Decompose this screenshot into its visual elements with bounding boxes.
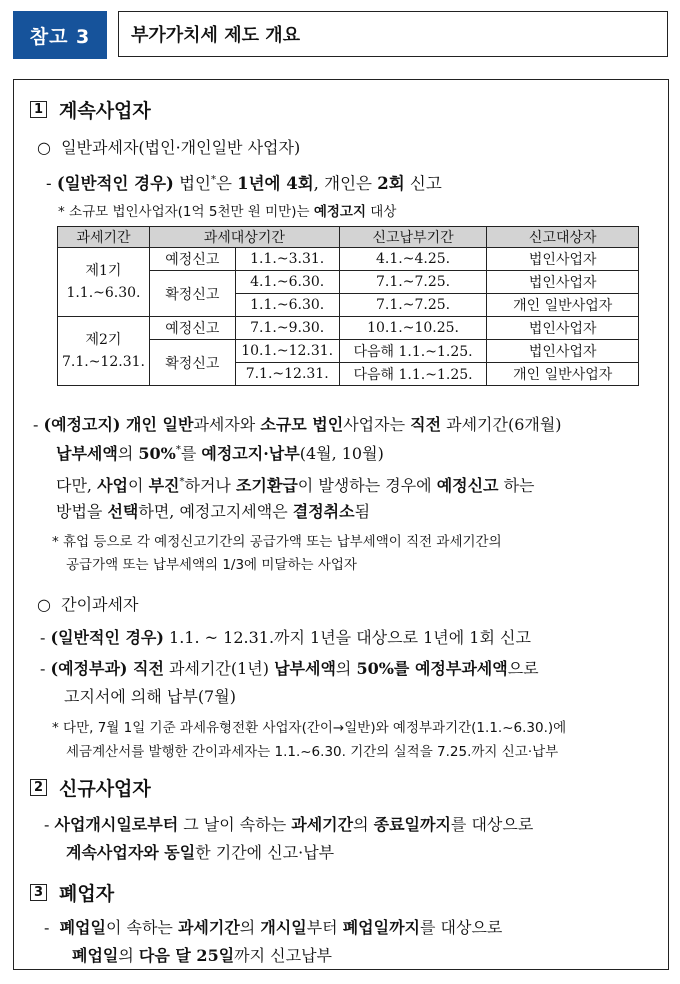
table-header: 과세기간: [58, 227, 150, 248]
text: 를 대상으로: [450, 815, 534, 834]
suspension-note-line2: [66, 553, 357, 573]
emph: 종료일까지: [373, 815, 451, 834]
emph: 사업: [97, 476, 129, 495]
emph: 개시일: [260, 918, 307, 937]
table-header: 신고납부기간: [339, 227, 487, 248]
text: 사업자는: [343, 415, 411, 434]
text: (4월, 10월): [299, 444, 384, 463]
text: 다만,: [56, 476, 98, 495]
table-cell: 법인사업자: [487, 317, 639, 340]
type-cell: 예정신고: [149, 248, 235, 271]
page-title-text: 부가가치세 제도 개요: [131, 25, 301, 46]
text: 까지 신고납부: [234, 946, 332, 965]
text: 한 기간에 신고·납부: [195, 843, 335, 862]
transition-note-line2: [66, 740, 558, 760]
text: 소규모 법인사업자(1억 5천만 원 미만)는: [64, 204, 314, 220]
table-cell: 법인사업자: [487, 340, 639, 363]
section-heading-new: [30, 774, 151, 801]
table-cell: 10.1.~10.25.: [339, 317, 487, 340]
text: 그 날이 속하는: [178, 815, 292, 834]
section-number: 3: [30, 884, 47, 901]
period-range: 1.1.~6.30.: [66, 285, 141, 301]
table-row: [58, 317, 639, 340]
text: 하거나: [184, 476, 236, 495]
emph: 개인 일반: [120, 415, 194, 434]
section-number: 1: [30, 101, 47, 118]
period-name: 제1기: [85, 263, 122, 279]
text: 1.1. ~ 12.31.까지 1년을 대상으로 1년에 1회 신고: [163, 628, 531, 647]
text: 세금계산서를 발행한 간이과세자는 1.1.~6.30. 기간의 실적을 7.25.까지 신고·납부: [66, 744, 559, 760]
closed-business-line1: [44, 915, 502, 938]
dash: -: [40, 628, 46, 647]
section-title: 계속사업자: [59, 100, 151, 122]
text: 다만, 7월 1일 기준 과세유형전환 사업자(간이→일반)와 예정부과기간(1.1.~6.30.)에: [58, 720, 567, 736]
text: 를: [180, 444, 202, 463]
emph: 폐업일: [59, 918, 106, 937]
star: *: [52, 720, 59, 736]
table-cell: 10.1.~12.31.: [235, 340, 339, 363]
emph: 다음 달 25일: [138, 946, 235, 965]
emph: (일반적인 경우): [50, 628, 164, 647]
text: 공급가액 또는 납부세액의 1/3에 미달하는 사업자: [66, 557, 357, 573]
small-corp-note: [58, 200, 396, 220]
transition-note-line1: [52, 716, 566, 736]
emph: 예정고지·납부: [201, 444, 300, 463]
new-business-line1: [44, 812, 533, 835]
text: 신고: [404, 174, 442, 193]
general-taxpayer-heading: [37, 135, 300, 158]
text: 의: [117, 444, 139, 463]
type-cell: 예정신고: [149, 317, 235, 340]
simple-general-line: [40, 625, 531, 648]
emph: 1년에 4회: [237, 174, 314, 193]
text: 의: [353, 815, 374, 834]
text: 됨: [354, 502, 371, 521]
dash: -: [46, 174, 52, 193]
text: 이 발생하는 경우에: [297, 476, 437, 495]
general-taxpayer-label: 일반과세자(법인·개인일반 사업자): [61, 138, 301, 157]
emph: 폐업일: [72, 946, 119, 965]
suspension-note-line1: [52, 530, 502, 550]
emph: 선택: [107, 502, 139, 521]
emph: 예정신고: [436, 476, 499, 495]
emph: 결정취소: [292, 502, 355, 521]
table-cell: 다음해 1.1.~1.25.: [339, 340, 487, 363]
text: 의: [239, 918, 261, 937]
simple-pre-line1: [40, 656, 539, 679]
table-cell: 다음해 1.1.~1.25.: [339, 363, 487, 386]
table-cell: 7.1.~12.31.: [235, 363, 339, 386]
exception-line1: [56, 473, 535, 496]
text: 은: [215, 174, 238, 193]
emph: 과세기간: [177, 918, 240, 937]
period-cell: [58, 248, 150, 317]
table-cell: 7.1.~7.25.: [339, 294, 487, 317]
text: 를 대상으로: [419, 918, 503, 937]
simple-pre-line2: [64, 684, 236, 707]
table-cell: 1.1.~3.31.: [235, 248, 339, 271]
text: 고지서에 의해 납부(7월): [64, 687, 236, 706]
text: 하는: [498, 476, 535, 495]
text: 휴업 등으로 각 예정신고기간의 공급가액 또는 납부세액이 직전 과세기간의: [58, 534, 502, 550]
table-cell: 7.1.~7.25.: [339, 271, 487, 294]
table-header-row: [58, 227, 639, 248]
emph: (예정고지): [43, 415, 121, 434]
table-header: 과세대상기간: [149, 227, 339, 248]
filing-period-table: [57, 226, 639, 386]
section-title: 폐업자: [59, 883, 115, 905]
emph: 폐업일까지: [342, 918, 420, 937]
footnote-mark: *: [175, 444, 181, 456]
emph: 과세기간: [291, 815, 354, 834]
text: 방법을: [56, 502, 108, 521]
section-heading-closed: [30, 879, 114, 906]
dash: -: [44, 815, 50, 834]
text: , 개인은: [313, 174, 378, 193]
table-cell: 법인사업자: [487, 248, 639, 271]
emph: 부진: [148, 476, 180, 495]
new-business-line2: [66, 840, 334, 863]
reference-tag: 참고 3: [13, 11, 107, 59]
general-case-line: [46, 170, 442, 194]
table-header: 신고대상자: [487, 227, 639, 248]
emph: 2회: [377, 174, 405, 193]
type-cell: 확정신고: [149, 271, 235, 317]
emph: 납부세액: [56, 444, 118, 463]
table-cell: 4.1.~6.30.: [235, 271, 339, 294]
section-title: 신규사업자: [59, 778, 151, 800]
table-cell: 개인 일반사업자: [487, 294, 639, 317]
page-title: [118, 11, 668, 57]
emph: 계속사업자와 동일: [66, 843, 196, 862]
circle-bullet: ○: [37, 138, 51, 157]
text: 과세기간(1년): [163, 659, 275, 678]
emph: (일반적인 경우): [56, 174, 174, 193]
emph: 사업개시일로부터: [54, 815, 179, 834]
simple-taxpayer-heading: [37, 592, 138, 615]
type-cell: 확정신고: [149, 340, 235, 386]
footnote-mark: *: [179, 476, 185, 488]
table-cell: 1.1.~6.30.: [235, 294, 339, 317]
table-cell: 개인 일반사업자: [487, 363, 639, 386]
table-cell: 4.1.~4.25.: [339, 248, 487, 271]
exception-line2: [56, 499, 370, 522]
pre-notice-line1: [33, 412, 562, 435]
text: 의: [335, 659, 357, 678]
table-row: [58, 248, 639, 271]
star: *: [52, 534, 59, 550]
text: 이 속하는: [105, 918, 178, 937]
emph: 납부세액: [274, 659, 336, 678]
text: 대상: [366, 204, 397, 220]
emph: 직전: [127, 659, 164, 678]
emph: 조기환급: [235, 476, 298, 495]
simple-taxpayer-label: 간이과세자: [61, 595, 139, 614]
text: 법인: [173, 174, 211, 193]
circle-bullet: ○: [37, 595, 51, 614]
emph: 50%를 예정부과세액: [356, 659, 508, 678]
emph: 예정고지: [313, 204, 366, 220]
emph: 소규모 법인: [260, 415, 344, 434]
closed-business-line2: [72, 943, 332, 966]
star: *: [58, 204, 65, 220]
period-cell: [58, 317, 150, 386]
text: 으로: [507, 659, 539, 678]
dash: -: [44, 918, 50, 937]
section-number: 2: [30, 779, 47, 796]
pre-notice-line2: [56, 441, 384, 464]
emph: 50%: [138, 444, 176, 463]
text: 의: [118, 946, 139, 965]
text: 과세자와: [193, 415, 261, 434]
section-heading-continuing: [30, 96, 151, 123]
period-name: 제2기: [85, 332, 122, 348]
dash: -: [40, 659, 46, 678]
text: 부터: [306, 918, 343, 937]
emph: 직전: [410, 415, 442, 434]
table-cell: 법인사업자: [487, 271, 639, 294]
period-range: 7.1.~12.31.: [61, 354, 145, 370]
text: 과세기간(6개월): [441, 415, 562, 434]
table-cell: 7.1.~9.30.: [235, 317, 339, 340]
dash: -: [33, 415, 39, 434]
emph: (예정부과): [50, 659, 128, 678]
text: 하면, 예정고지세액은: [138, 502, 293, 521]
footnote-mark: *: [210, 174, 216, 186]
text: 이: [128, 476, 149, 495]
